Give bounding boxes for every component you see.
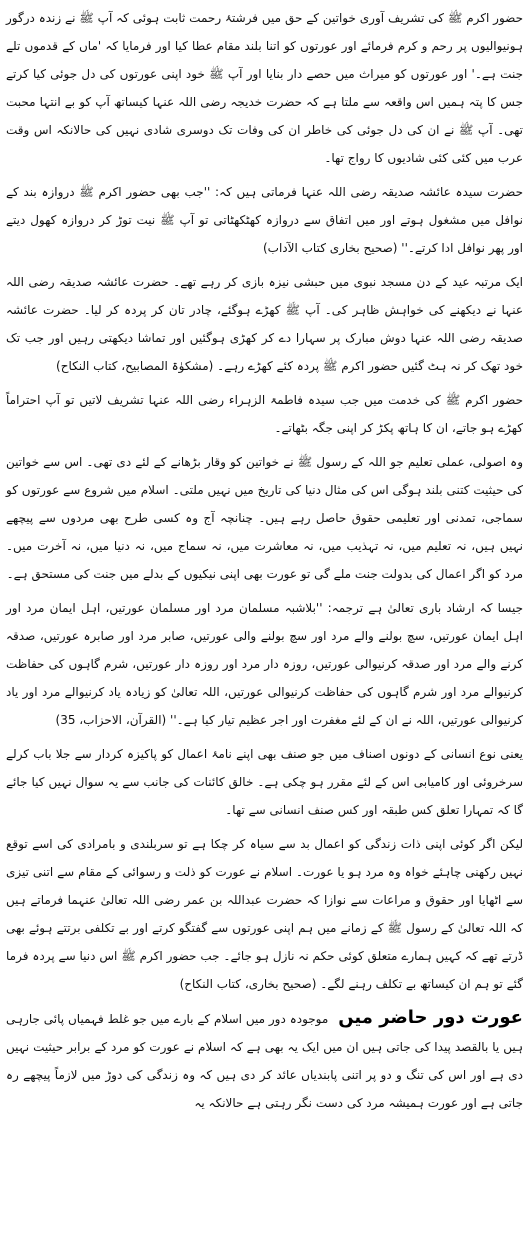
- paragraph-5: وہ اصولی، عملی تعلیم جو اللہ کے رسول ﷺ نے خواتین کو وقار بڑھانے کے لئے دی تھی۔ اس سے خواتین کی حیثیت کتنی بلند ہوگی اس کی مثال دنیا کی تاریخ میں نہیں ملتی۔ اسلام میں شروع سے عورتوں کو سماجی، تمدنی اور تعلیمی حقوق حاصل رہے ہیں۔ چنانچہ آج وہ کسی طرح بھی مردوں سے پیچھے نہیں ہیں، نہ تعلیم میں، نہ تہذیب میں، نہ معاشرت میں، نہ سماج میں، نہ دنیا میں، نہ آخرت میں۔ مرد کو اگر اعمال کی بدولت جنت ملے گی تو عورت بھی اپنی نیکیوں کے بدلے میں جنت کی مستحق ہے۔: [6, 455, 523, 581]
- paragraph-4: حضور اکرم ﷺ کی خدمت میں جب سیدہ فاطمۃ الزہراء رضی اللہ عنہا تشریف لاتیں تو آپ احتراماً کھڑے ہو جاتے، ان کا ہاتھ پکڑ کر اپنی جگہ بٹھاتے۔: [6, 393, 523, 435]
- paragraph-8: لیکن اگر کوئی اپنی ذات زندگی کو اعمال بد سے سیاہ کر چکا ہے تو سربلندی و بامرادی کی اسے توقع نہیں رکھنی چاہئے خواہ وہ مرد ہو یا عورت۔ اسلام نے عورت کو ذلت و رسوائی کے مقام سے اتنی تیزی سے اٹھایا اور حقوق و مراعات سے نوازا کہ حضرت عبداللہ بن عمر رضی اللہ تعالیٰ عنہما فرماتے ہیں کہ اللہ تعالیٰ کے رسول ﷺ کے زمانے میں ہم اپنی عورتوں سے گفتگو کرتے اور بے تکلفی برتتے ہوئے بھی ڈرتے تھے کہ کہیں ہمارے متعلق کوئی حکم نہ نازل ہو جائے۔ جب حضور اکرم ﷺ اس دنیا سے پردہ فرما گئے تو ہم ان کیساتھ بے تکلف رہنے لگے۔ (صحیح بخاری، کتاب النکاح): [6, 837, 523, 991]
- paragraph-2: حضرت سیدہ عائشہ صدیقہ رضی اللہ عنہا فرماتی ہیں کہ: ''جب بھی حضور اکرم ﷺ دروازہ بند کے نوافل میں مشغول ہوتے اور میں اتفاق سے دروازہ کھٹکھٹاتی تو آپ ﷺ نیت توڑ کر دروازہ کھول دیتے اور پھر نوافل ادا کرتے۔'' (صحیح بخاری کتاب الآداب): [6, 185, 523, 255]
- section-paragraph: [6, 1004, 523, 1117]
- paragraph-1: حضور اکرم ﷺ کی تشریف آوری خواتین کے حق میں فرشتۂ رحمت ثابت ہوئی کہ آپ ﷺ نے زندہ درگور ہونیوالیوں پر رحم و کرم فرمائے اور عورتوں کو اتنا بلند مقام عطا کیا اور فرمایا کہ 'ماں کے قدموں تلے جنت ہے۔' اور عورتوں کو میراث میں حصے دار بنایا اور آپ ﷺ خود اپنی عورتوں کی دل جوئی کیا کرتے جس کا پتہ ہمیں اس واقعہ سے ملتا ہے کہ حضرت خدیجہ رضی اللہ عنہا کیساتھ آپ کو بے انتہا محبت تھی۔ آپ ﷺ نے ان کی دل جوئی کی خاطر ان کی وفات تک دوسری شادی نہیں کی حالانکہ اس وقت عرب میں کئی کئی شادیوں کا رواج تھا۔: [6, 11, 523, 165]
- section-text: موجودہ دور میں اسلام کے بارے میں جو غلط فہمیاں پائی جارہی ہیں یا بالقصد پیدا کی جاتی ہیں ان میں ایک یہ بھی ہے کہ اسلام نے عورت کو مرد کے برابر حیثیت نہیں دی ہے اور اس کی تنگ و دو پر اتنی پابندیاں عائد کر دی ہیں کہ وہ زندگی کی دوڑ میں لازماً پیچھے رہ جاتی ہے اور عورت ہمیشہ مرد کی دست نگر رہتی ہے حالانکہ یہ: [6, 1012, 523, 1110]
- paragraph-7: یعنی نوع انسانی کے دونوں اصناف میں جو صنف بھی اپنے نامۂ اعمال کو پاکیزہ کردار سے جلا باب کرلے سرخروئی اور کامیابی اس کے لئے مقرر ہو چکی ہے۔ خالق کائنات کی جانب سے یہ سوال نہیں کیا جائے گا کہ تمہارا تعلق کس طبقہ اور کس صنف انسانی سے تھا۔: [6, 747, 523, 817]
- paragraph-3: ایک مرتبہ عید کے دن مسجد نبوی میں حبشی نیزہ بازی کر رہے تھے۔ حضرت عائشہ صدیقہ رضی اللہ عنہا نے دیکھنے کی خواہش ظاہر کی۔ آپ ﷺ کھڑے ہوگئے، چادر تان کر پردہ کر لیا۔ حضرت عائشہ صدیقہ رضی اللہ عنہا دوش مبارک پر سہارا دے کر کھڑی ہوگئیں اور تماشا دیکھتی رہیں اور جب تک خود تھک کر نہ ہٹ گئیں حضور اکرم ﷺ پردہ کئے کھڑے رہے۔ (مشکوٰۃ المصابیح، کتاب النکاح): [6, 275, 523, 373]
- paragraph-6: جیسا کہ ارشاد باری تعالیٰ ہے ترجمہ: ''بلاشبہ مسلمان مرد اور مسلمان عورتیں، اہل ایمان مرد اور اہل ایمان عورتیں، سچ بولنے والے مرد اور سچ بولنے والی عورتیں، صابر مرد اور صابرہ عورتیں، صدقہ کرنے والے مرد اور صدقہ کرنیوالی عورتیں، روزہ دار مرد اور روزہ دار عورتیں، شرم گاہوں کی حفاظت کرنیوالے مرد اور شرم گاہوں کی حفاظت کرنیوالی عورتیں، اللہ تعالیٰ کو زیادہ یاد کرنیوالے مرد اور یاد کرنیوالی عورتیں، اللہ نے ان کے لئے مغفرت اور اجر عظیم تیار کیا ہے۔'' (القرآن، الاحزاب، 35): [6, 601, 523, 727]
- section-heading: عورت دور حاضر میں: [338, 1007, 523, 1028]
